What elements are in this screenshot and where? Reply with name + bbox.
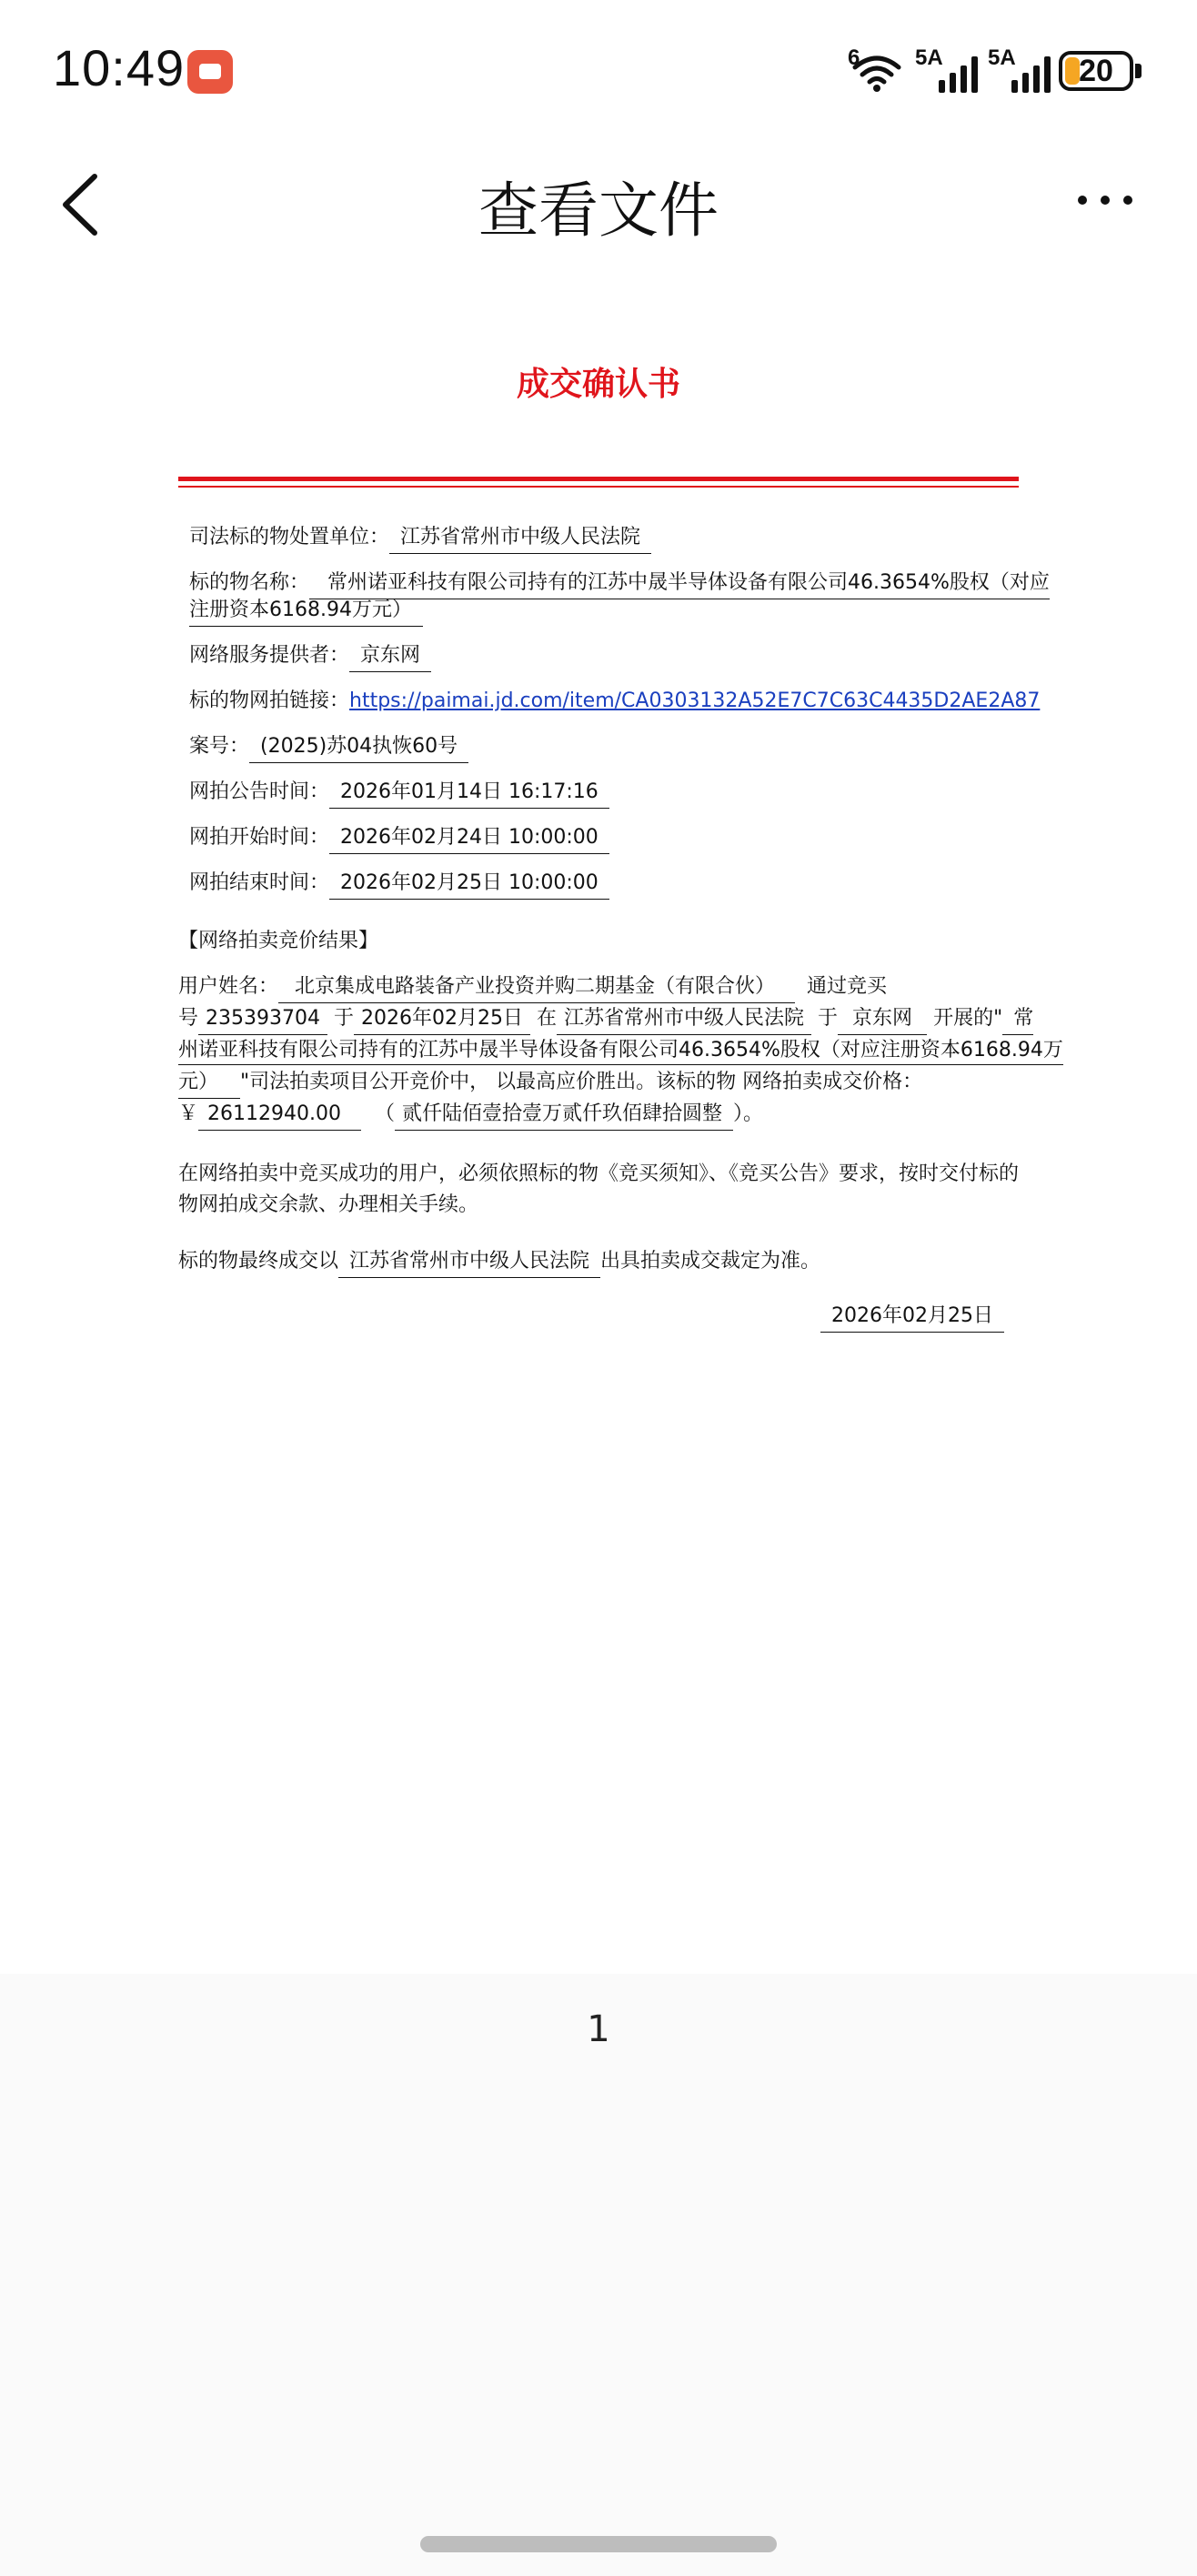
field-provider: 网络服务提供者： 京东网 bbox=[189, 642, 1008, 672]
end-value: 2026年02月25日 10:00:00 bbox=[329, 870, 609, 900]
final-court: 江苏省常州市中级人民法院 bbox=[338, 1248, 600, 1278]
auction-link[interactable]: https://paimai.jd.com/item/CA0303132A52E7C7C63C4435D2AE2A87 bbox=[349, 689, 1041, 712]
home-indicator[interactable] bbox=[420, 2536, 777, 2552]
result-line-3 bbox=[178, 1037, 1063, 1065]
signal-2-label: 5A bbox=[988, 45, 1016, 70]
start-value: 2026年02月24日 10:00:00 bbox=[329, 824, 609, 854]
field-announce-time: 网拍公告时间： 2026年01月14日 16:17:16 bbox=[189, 779, 1008, 809]
item-line-b: 州诺亚科技有限公司持有的江苏中晟半导体设备有限公司46.3654%股权（对应注册资本6168.94万 bbox=[178, 1037, 1063, 1065]
signal-icon-2 bbox=[988, 47, 1046, 93]
bid-platform: 京东网 bbox=[838, 1005, 927, 1035]
bid-number: 235393704 bbox=[198, 1005, 327, 1035]
signal-icon-1 bbox=[915, 47, 973, 93]
price-in-words: 贰仟陆佰壹拾壹万贰仟玖佰肆拾圆整 bbox=[395, 1101, 733, 1131]
bid-court: 江苏省常州市中级人民法院 bbox=[557, 1005, 811, 1035]
field-start-time: 网拍开始时间： 2026年02月24日 10:00:00 bbox=[189, 824, 1008, 854]
field-link: 标的物网拍链接：https://paimai.jd.com/item/CA0303132A52E7C7C63C4435D2AE2A87 bbox=[189, 689, 1041, 712]
top-nav-bar bbox=[0, 146, 1197, 255]
item-value-line1: 常州诺亚科技有限公司持有的江苏中晟半导体设备有限公司46.3654%股权（对应 bbox=[309, 569, 1050, 599]
field-item-name: 标的物名称： 常州诺亚科技有限公司持有的江苏中晟半导体设备有限公司46.3654%股权（对应 bbox=[189, 569, 1008, 599]
result-heading: 【网络拍卖竞价结果】 bbox=[178, 930, 379, 952]
result-line-4: 元） "司法拍卖项目公开竞价中， 以最高应价胜出。该标的物 网络拍卖成交价格： bbox=[178, 1069, 997, 1099]
final-statement: 标的物最终成交以 江苏省常州市中级人民法院 出具拍卖成交裁定为准。 bbox=[178, 1248, 997, 1278]
battery-percent: 20 bbox=[1079, 54, 1113, 88]
status-time: 10:49 bbox=[53, 39, 186, 96]
screen-record-icon bbox=[187, 50, 233, 94]
provider-value: 京东网 bbox=[349, 642, 431, 672]
notice-line-2: 物网拍成交余款、办理相关手续。 bbox=[178, 1193, 479, 1216]
item-line-c: 元） bbox=[178, 1069, 240, 1099]
more-dots-icon bbox=[1073, 182, 1137, 218]
title-divider-thin bbox=[178, 486, 1019, 488]
page-title: 查看文件 bbox=[478, 176, 719, 246]
battery-tip bbox=[1135, 64, 1142, 78]
title-divider-thick bbox=[178, 477, 1019, 481]
sign-date: 2026年02月25日 bbox=[820, 1303, 1004, 1333]
result-line-2: 号 235393704 于 2026年02月25日 在 江苏省常州市中级人民法院 于 京东网 开展的" 常 bbox=[178, 1005, 997, 1035]
field-case-no: 案号： (2025)苏04执恢60号 bbox=[189, 733, 1008, 763]
bid-date: 2026年02月25日 bbox=[354, 1005, 530, 1035]
user-value: 北京集成电路装备产业投资并购二期基金（有限合伙） bbox=[278, 973, 795, 1003]
item-line-a: 常 bbox=[1002, 1005, 1033, 1035]
case-value: (2025)苏04执恢60号 bbox=[249, 733, 468, 763]
price-value: 26112940.00 bbox=[198, 1101, 361, 1131]
item-value-line2: 注册资本6168.94万元） bbox=[189, 597, 423, 627]
announce-value: 2026年01月14日 16:17:16 bbox=[329, 779, 609, 809]
notice-line-1: 在网络拍卖中竞买成功的用户，必须依照标的物《竞买须知》、《竞买公告》要求，按时交付标的 bbox=[178, 1162, 1020, 1185]
sign-date-row bbox=[820, 1303, 1002, 1333]
signal-1-label: 5A bbox=[915, 45, 943, 70]
page-number: 1 bbox=[587, 2008, 610, 2050]
court-value: 江苏省常州市中级人民法院 bbox=[389, 524, 651, 554]
wifi-label: 6 bbox=[848, 45, 860, 70]
result-line-5: ￥ 26112940.00 （ 贰仟陆佰壹拾壹万贰仟玖佰肆拾圆整 ）。 bbox=[178, 1101, 997, 1131]
field-court: 司法标的物处置单位： 江苏省常州市中级人民法院 bbox=[189, 524, 1008, 554]
field-item-name-cont bbox=[189, 597, 1008, 627]
result-line-1: 用户姓名： 北京集成电路装备产业投资并购二期基金（有限合伙） 通过竞买 bbox=[178, 973, 997, 1003]
battery-icon bbox=[1059, 51, 1133, 91]
status-bar bbox=[0, 0, 1197, 136]
more-options-button[interactable] bbox=[1073, 182, 1137, 218]
field-end-time: 网拍结束时间： 2026年02月25日 10:00:00 bbox=[189, 870, 1008, 900]
wifi-icon bbox=[848, 47, 902, 93]
document-title: 成交确认书 bbox=[516, 366, 680, 403]
